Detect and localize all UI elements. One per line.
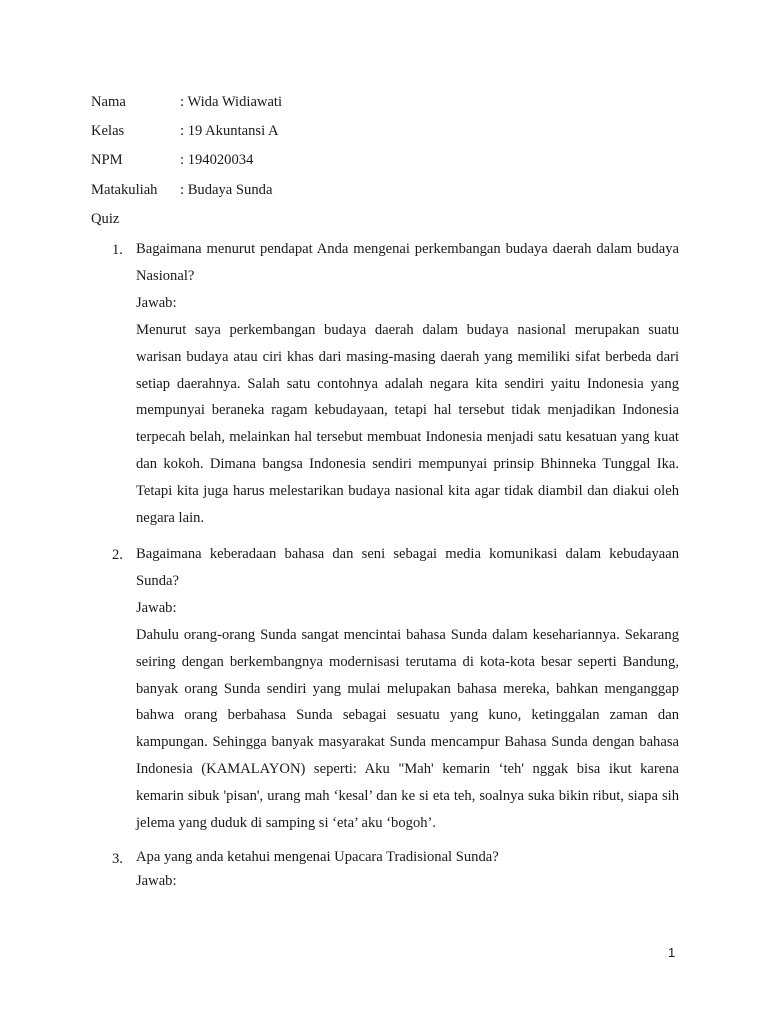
question-number: 3. bbox=[112, 851, 123, 867]
question-text: Apa yang anda ketahui mengenai Upacara Tradisional Sunda? bbox=[136, 849, 499, 865]
name-row bbox=[91, 92, 282, 112]
course-row bbox=[91, 180, 272, 200]
question-text: Bagaimana keberadaan bahasa dan seni sebagai media komunikasi dalam kebudayaan Sunda? bbox=[136, 546, 679, 589]
answer-text: Dahulu orang-orang Sunda sangat mencintai bahasa Sunda dalam kesehariannya. Sekarang seiring dengan berkembangnya modernisasi terutama di kota-kota besar seperti Bandung, banyak orang Sunda sendiri yang mulai melupakan bahasa mereka, bahkan menganggap bahwa orang berbahasa Sunda sebagai sesuatu yang kuno, ketinggalan zaman dan kampungan. Sehingga banyak masyarakat Sunda mencampur Bahasa Sunda dengan bahasa Indonesia (KAMALAYON) seperti: Aku "Mah' kemarin ‘teh' nggak bisa ikut karena kemarin sibuk 'pisan', urang mah ‘kesal’ dan ke si eta teh, soalnya suka bikin ribut, siapa sih jelema yang duduk di samping si ‘eta’ aku ‘bogoh’. bbox=[136, 627, 679, 831]
quiz-heading: Quiz bbox=[91, 211, 120, 227]
name-label: Nama bbox=[91, 94, 126, 110]
course-value: : Budaya Sunda bbox=[180, 182, 273, 198]
class-label: Kelas bbox=[91, 123, 125, 139]
question-number: 2. bbox=[112, 547, 123, 563]
npm-label: NPM bbox=[91, 152, 123, 168]
answer-text: Menurut saya perkembangan budaya daerah dalam budaya nasional merupakan suatu warisan budaya atau ciri khas dari masing-masing daerah yang memiliki sifat berbeda dari setiap daerahnya. Salah satu contohnya adalah negara kita sendiri yaitu Indonesia yang mempunyai beraneka ragam kebudayaan, tetapi hal tersebut tidak menjadikan Indonesia terpecah belah, melainkan hal tersebut membuat Indonesia menjadi satu kesatuan yang kuat dan kokoh. Dimana bangsa Indonesia sendiri mempunyai prinsip Bhinneka Tunggal Ika. Tetapi kita juga harus melestarikan budaya nasional kita agar tidak diambil dan diakui oleh negara lain. bbox=[136, 322, 679, 526]
npm-row bbox=[91, 150, 253, 170]
name-value: : Wida Widiawati bbox=[180, 94, 283, 110]
npm-value: : 194020034 bbox=[180, 152, 254, 168]
class-value: : 19 Akuntansi A bbox=[180, 123, 279, 139]
question-body bbox=[136, 541, 679, 836]
answer-label: Jawab: bbox=[136, 600, 177, 616]
course-label: Matakuliah bbox=[91, 182, 158, 198]
answer-label: Jawab: bbox=[136, 295, 177, 311]
question-body bbox=[136, 236, 679, 531]
question-body bbox=[136, 845, 679, 893]
question-number: 1. bbox=[112, 242, 123, 258]
question-text: Bagaimana menurut pendapat Anda mengenai perkembangan budaya daerah dalam budaya Nasional? bbox=[136, 241, 679, 284]
answer-label: Jawab: bbox=[136, 873, 177, 889]
class-row bbox=[91, 121, 279, 141]
page-number: 1 bbox=[668, 945, 676, 960]
